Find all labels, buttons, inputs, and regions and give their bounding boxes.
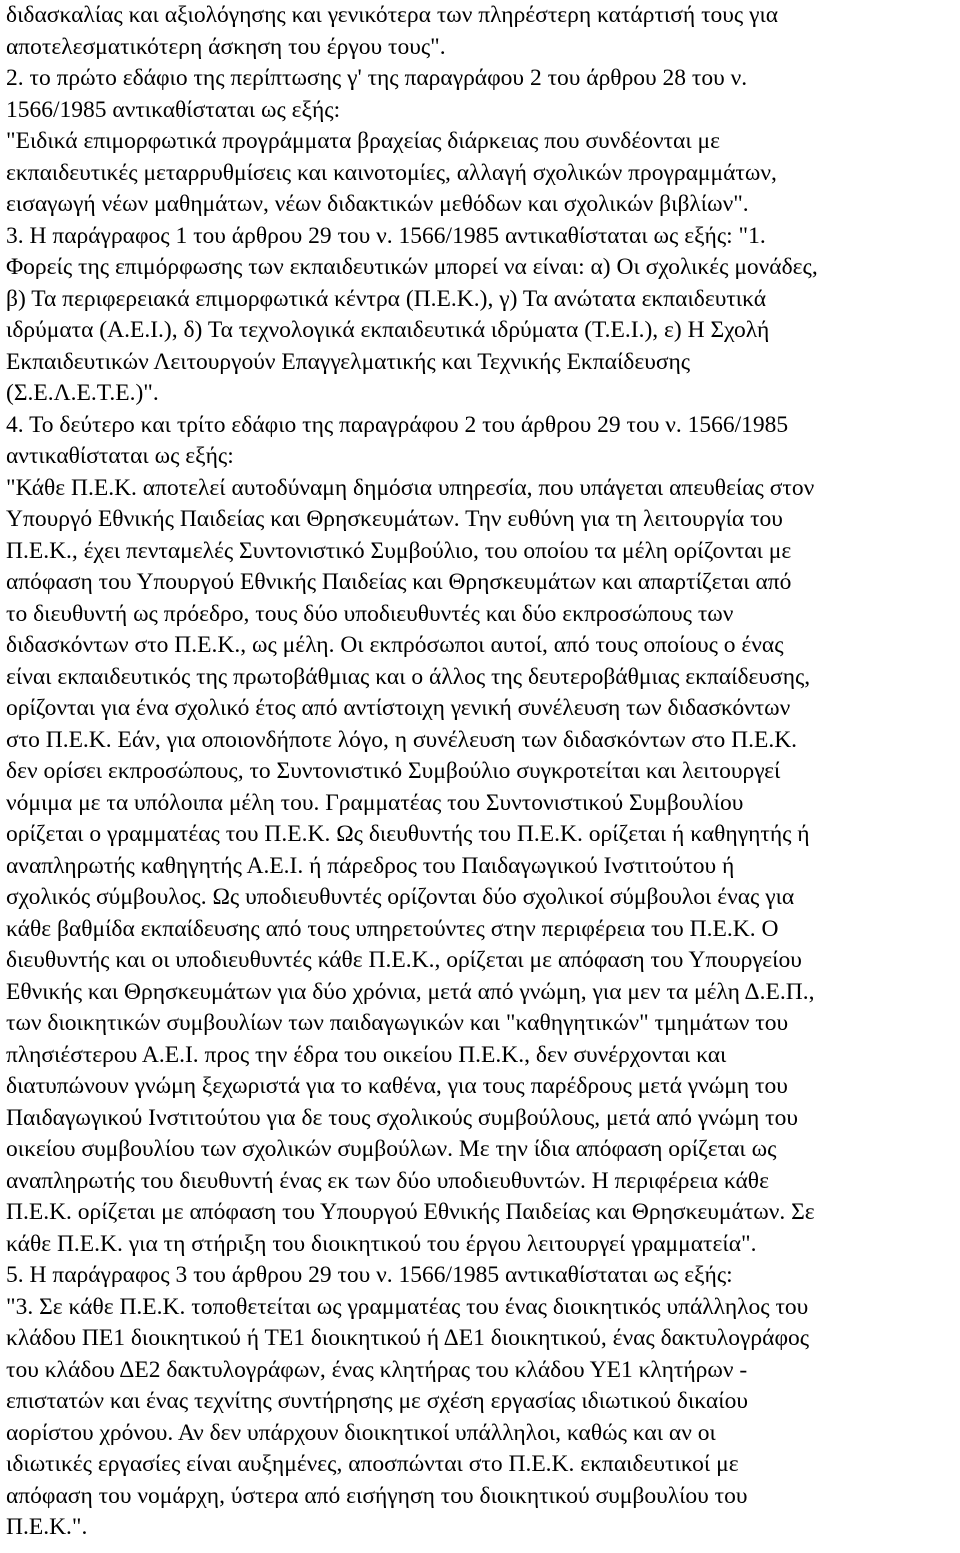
text-line: "Ειδικά επιμορφωτικά προγράμματα βραχείας διάρκειας που συνδέονται με <box>6 128 721 154</box>
text-line: Π.Ε.Κ. ορίζεται με απόφαση του Υπουργού Εθνικής Παιδείας και Θρησκευμάτων. Σε <box>6 1199 815 1225</box>
text-line: διδασκαλίας και αξιολόγησης και γενικότερα των πληρέστερη κατάρτισή τους για <box>6 2 779 28</box>
text-line: των διοικητικών συμβουλίων των παιδαγωγικών και "καθηγητικών" τμημάτων του <box>6 1010 789 1036</box>
text-line: είναι εκπαιδευτικός της πρωτοβάθμιας και ο άλλος της δευτεροβάθμιας εκπαίδευσης, <box>6 663 811 690</box>
text-line: διατυπώνουν γνώμη ξεχωριστά για το καθένα, για τους παρέδρους μετά γνώμη του <box>6 1073 788 1099</box>
text-line: ορίζεται ο γραμματέας του Π.Ε.Κ. Ως διευθυντής του Π.Ε.Κ. ορίζεται ή καθηγητής ή <box>6 821 810 847</box>
text-line: σχολικός σύμβουλος. Ως υποδιευθυντές ορίζονται δύο σχολικοί σύμβουλοι ένας για <box>6 884 795 910</box>
text-line: 1566/1985 αντικαθίσταται ως εξής: <box>6 96 341 123</box>
text-line: διδασκόντων στο Π.Ε.Κ., ως μέλη. Οι εκπρόσωποι αυτοί, από τους οποίους ο ένας <box>6 632 784 658</box>
text-line: Π.Ε.Κ., έχει πενταμελές Συντονιστικό Συμβούλιο, του οποίου τα μέλη ορίζονται με <box>6 537 792 564</box>
text-line: κάθε Π.Ε.Κ. για τη στήριξη του διοικητικού του έργου λειτουργεί γραμματεία". <box>6 1230 757 1257</box>
text-line: πλησιέστερου Α.Ε.Ι. προς την έδρα του οικείου Π.Ε.Κ., δεν συνέρχονται και <box>6 1041 727 1068</box>
text-line: αναπληρωτής του διευθυντή ένας εκ των δύο υποδιευθυντών. Η περιφέρεια κάθε <box>6 1167 769 1194</box>
text-line: Υπουργό Εθνικής Παιδείας και Θρησκευμάτων. Την ευθύνη για τη λειτουργία του <box>6 506 783 532</box>
text-line: δεν ορίσει εκπροσώπους, το Συντονιστικό Συμβούλιο συγκροτείται και λειτουργεί <box>6 758 781 784</box>
text-line: το διευθυντή ως πρόεδρο, τους δύο υποδιευθυντές και δύο εκπροσώπους των <box>6 600 734 627</box>
text-line: απόφαση του νομάρχη, ύστερα από εισήγηση του διοικητικού συμβουλίου του <box>6 1482 748 1509</box>
text-line: κλάδου ΠΕ1 διοικητικού ή ΤΕ1 διοικητικού ή ΔΕ1 διοικητικού, ένας δακτυλογράφος <box>6 1325 810 1351</box>
text-line: "3. Σε κάθε Π.Ε.Κ. τοποθετείται ως γραμματέας του ένας διοικητικός υπάλληλος του <box>6 1293 809 1320</box>
text-line: αποτελεσματικότερη άσκηση του έργου τους". <box>6 33 446 60</box>
text-line: αντικαθίσταται ως εξής: <box>6 443 234 469</box>
text-line: 2. το πρώτο εδάφιο της περίπτωσης γ' της παραγράφου 2 του άρθρου 28 του ν. <box>6 65 748 91</box>
text-line: νόμιμα με τα υπόλοιπα μέλη του. Γραμματέας του Συντονιστικού Συμβουλίου <box>6 789 744 816</box>
text-line: 4. Το δεύτερο και τρίτο εδάφιο της παραγράφου 2 του άρθρου 29 του ν. 1566/1985 <box>6 411 789 438</box>
text-line: Παιδαγωγικού Ινστιτούτου για δε τους σχολικούς συμβούλους, μετά από γνώμη του <box>6 1104 798 1131</box>
text-line: 5. Η παράγραφος 3 του άρθρου 29 του ν. 1566/1985 αντικαθίσταται ως εξής: <box>6 1262 733 1288</box>
text-line: του κλάδου ΔΕ2 δακτυλογράφων, ένας κλητήρας του κλάδου ΥΕ1 κλητήρων - <box>6 1356 748 1383</box>
text-line: Εκπαιδευτικών Λειτουργούν Επαγγελματικής και Τεχνικής Εκπαίδευσης <box>6 348 691 375</box>
text-line: "Κάθε Π.Ε.Κ. αποτελεί αυτοδύναμη δημόσια υπηρεσία, που υπάγεται απευθείας στον <box>6 474 815 501</box>
text-line: οικείου συμβουλίου των σχολικών συμβούλων. Με την ίδια απόφαση ορίζεται ως <box>6 1136 777 1162</box>
text-line: διευθυντής και οι υποδιευθυντές κάθε Π.Ε.Κ., ορίζεται με απόφαση του Υπουργείου <box>6 947 802 973</box>
text-line: αορίστου χρόνου. Αν δεν υπάρχουν διοικητικοί υπάλληλοι, καθώς και αν οι <box>6 1419 716 1446</box>
text-line: απόφαση του Υπουργού Εθνικής Παιδείας και Θρησκευμάτων και απαρτίζεται από <box>6 569 792 595</box>
text-line: (Σ.Ε.Λ.Ε.Τ.Ε.)". <box>6 380 159 406</box>
text-line: Εθνικής και Θρησκευμάτων για δύο χρόνια, μετά από γνώμη, για μεν τα μέλη Δ.Ε.Π., <box>6 978 815 1005</box>
text-line: Π.Ε.Κ.". <box>6 1514 88 1540</box>
text-line: Φορείς της επιμόρφωσης των εκπαιδευτικών μπορεί να είναι: α) Οι σχολικές μονάδες, <box>6 254 818 280</box>
text-line: επιστατών και ένας τεχνίτης συντήρησης με σχέση εργασίας ιδιωτικού δικαίου <box>6 1388 748 1414</box>
text-line: ιδρύματα (Α.Ε.Ι.), δ) Τα τεχνολογικά εκπαιδευτικά ιδρύματα (Τ.Ε.Ι.), ε) Η Σχολή <box>6 317 770 343</box>
text-line: ιδιωτικές εργασίες είναι αυξημένες, αποσπώνται στο Π.Ε.Κ. εκπαιδευτικοί με <box>6 1451 739 1477</box>
text-line: εκπαιδευτικές μεταρρυθμίσεις και καινοτομίες, αλλαγή σχολικών προγραμμάτων, <box>6 159 777 186</box>
text-line: κάθε βαθμίδα εκπαίδευσης από τους υπηρετούντες στην περιφέρεια του Π.Ε.Κ. Ο <box>6 915 779 942</box>
text-line: στο Π.Ε.Κ. Εάν, για οποιονδήποτε λόγο, η συνέλευση των διδασκόντων στο Π.Ε.Κ. <box>6 726 798 753</box>
text-line: εισαγωγή νέων μαθημάτων, νέων διδακτικών μεθόδων και σχολικών βιβλίων". <box>6 191 749 217</box>
text-line: αναπληρωτής καθηγητής Α.Ε.Ι. ή πάρεδρος του Παιδαγωγικού Ινστιτούτου ή <box>6 852 735 879</box>
text-line: β) Τα περιφερειακά επιμορφωτικά κέντρα (Π.Ε.Κ.), γ) Τα ανώτατα εκπαιδευτικά <box>6 285 767 312</box>
text-line: ορίζονται για ένα σχολικό έτος από αντίστοιχη γενική συνέλευση των διδασκόντων <box>6 695 791 721</box>
text-line: 3. Η παράγραφος 1 του άρθρου 29 του ν. 1566/1985 αντικαθίσταται ως εξής: "1. <box>6 222 766 249</box>
